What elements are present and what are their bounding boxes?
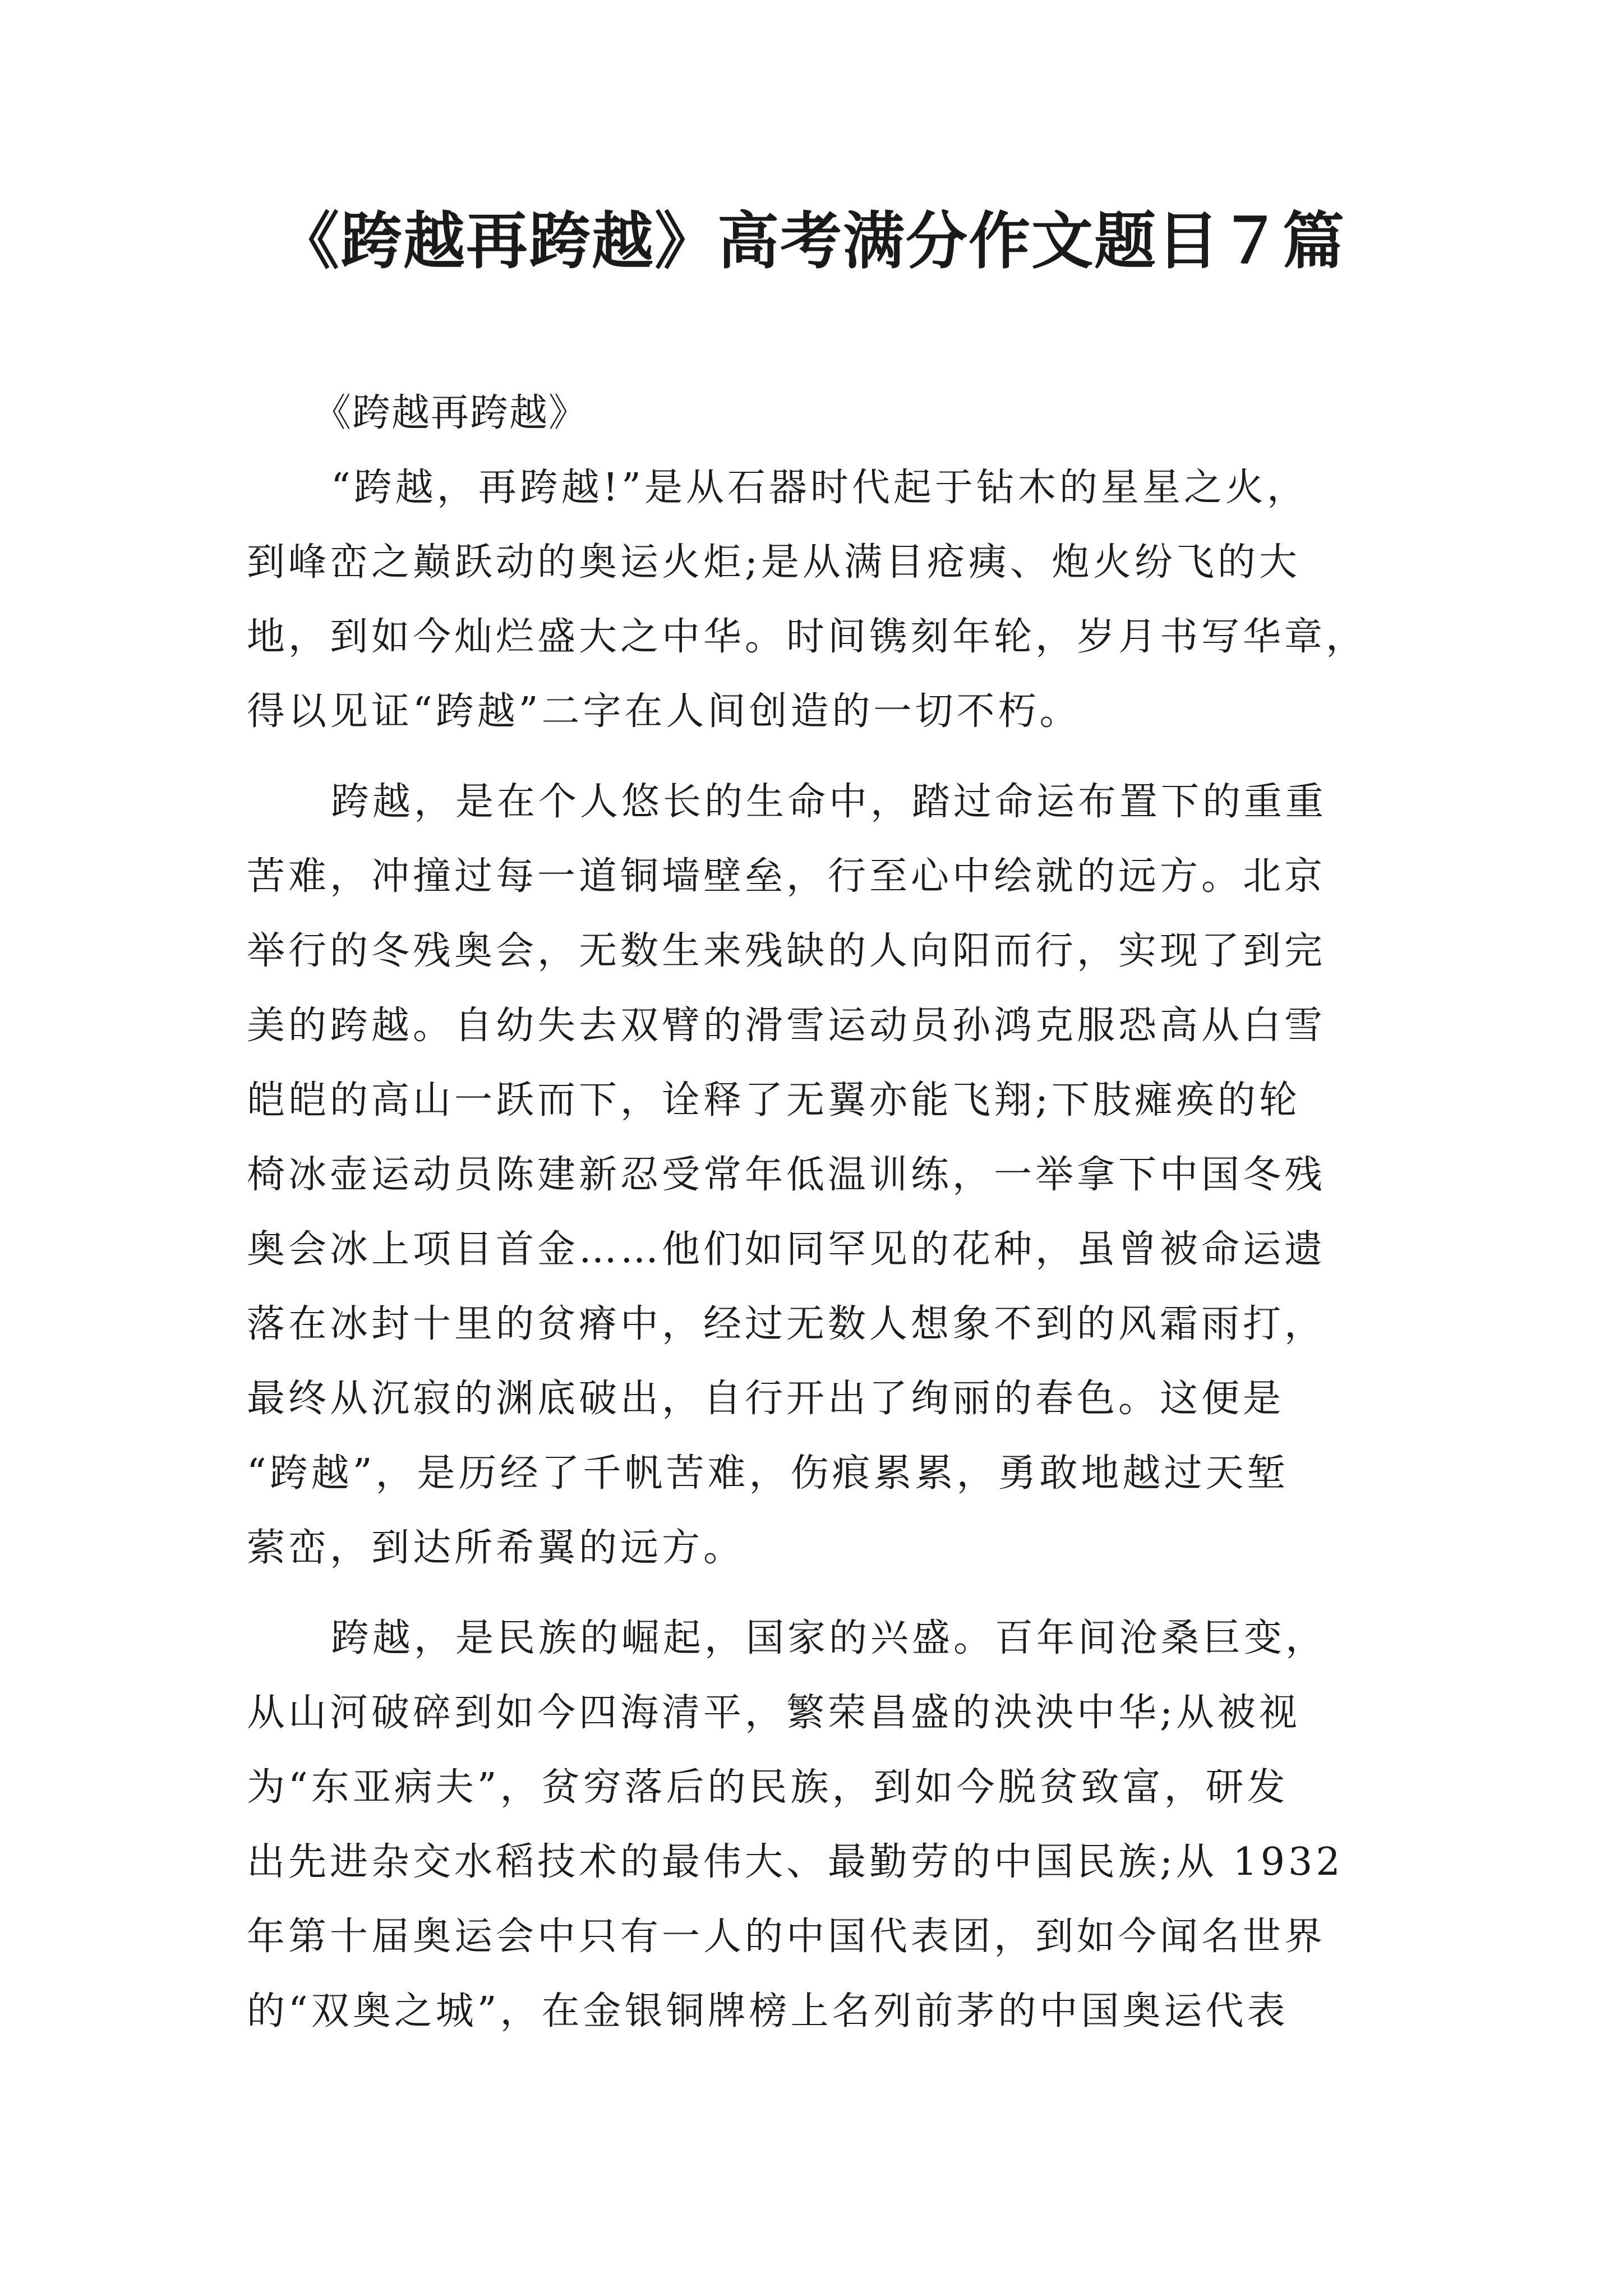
paragraph-line: 从山河破碎到如今四海清平，繁荣昌盛的泱泱中华;从被视	[247, 1691, 1301, 1735]
paragraph-line: 得以见证“跨越”二字在人间创造的一切不朽。	[247, 689, 1081, 734]
paragraph-spacer	[247, 1585, 1391, 1601]
paragraph-line: 椅冰壶运动员陈建新忍受常年低温训练，一举拿下中国冬残	[247, 1153, 1326, 1197]
document-title: 《跨越再跨越》高考满分作文题目７篇	[278, 205, 1345, 277]
paragraph-line: 年第十届奥运会中只有一人的中国代表团，到如今闻名世界	[247, 1915, 1326, 1959]
paragraph-line: 地，到如今灿烂盛大之中华。时间镌刻年轮，岁月书写华章，	[247, 615, 1368, 659]
paragraph-line: “跨越，再跨越!”是从石器时代起于钻木的星星之火，	[331, 466, 1308, 510]
paragraph-line: 举行的冬残奥会，无数生来残缺的人向阳而行，实现了到完	[247, 929, 1326, 973]
paragraph-line: 最终从沉寂的渊底破出，自行开出了绚丽的春色。这便是	[247, 1377, 1285, 1421]
essay-title: 《跨越再跨越》	[313, 391, 588, 435]
paragraph-line: 奥会冰上项目首金……他们如同罕见的花种，虽曾被命运遗	[247, 1227, 1326, 1272]
paragraph-line: 皑皑的高山一跃而下，诠释了无翼亦能飞翔;下肢瘫痪的轮	[247, 1078, 1301, 1122]
paragraph-line: 萦峦，到达所希翼的远方。	[247, 1526, 745, 1570]
paragraph-line: 出先进杂交水稻技术的最伟大、最勤劳的中国民族;从 1932	[247, 1840, 1344, 1884]
paragraph-line: 落在冰封十里的贫瘠中，经过无数人想象不到的风霜雨打，	[247, 1302, 1326, 1346]
paragraph-spacer	[247, 749, 1391, 765]
paragraph-line: 美的跨越。自幼失去双臂的滑雪运动员孙鸿克服恐高从白雪	[247, 1004, 1326, 1048]
paragraph-line: “跨越”，是历经了千帆苦难，伤痕累累，勇敢地越过天堑	[247, 1451, 1289, 1496]
document-body	[247, 376, 1391, 2049]
paragraph-line: 的“双奥之城”，在金银铜牌榜上名列前茅的中国奥运代表	[247, 1989, 1289, 2033]
paragraph-line: 到峰峦之巅跃动的奥运火炬;是从满目疮痍、炮火纷飞的大	[247, 540, 1301, 585]
paragraph-line: 为“东亚病夫”，贫穷落后的民族，到如今脱贫致富，研发	[247, 1765, 1289, 1810]
paragraph-line: 跨越，是民族的崛起，国家的兴盛。百年间沧桑巨变，	[331, 1616, 1327, 1660]
paragraph-line: 跨越，是在个人悠长的生命中，踏过命运布置下的重重	[331, 780, 1327, 824]
paragraph-line: 苦难，冲撞过每一道铜墙壁垒，行至心中绘就的远方。北京	[247, 854, 1326, 899]
